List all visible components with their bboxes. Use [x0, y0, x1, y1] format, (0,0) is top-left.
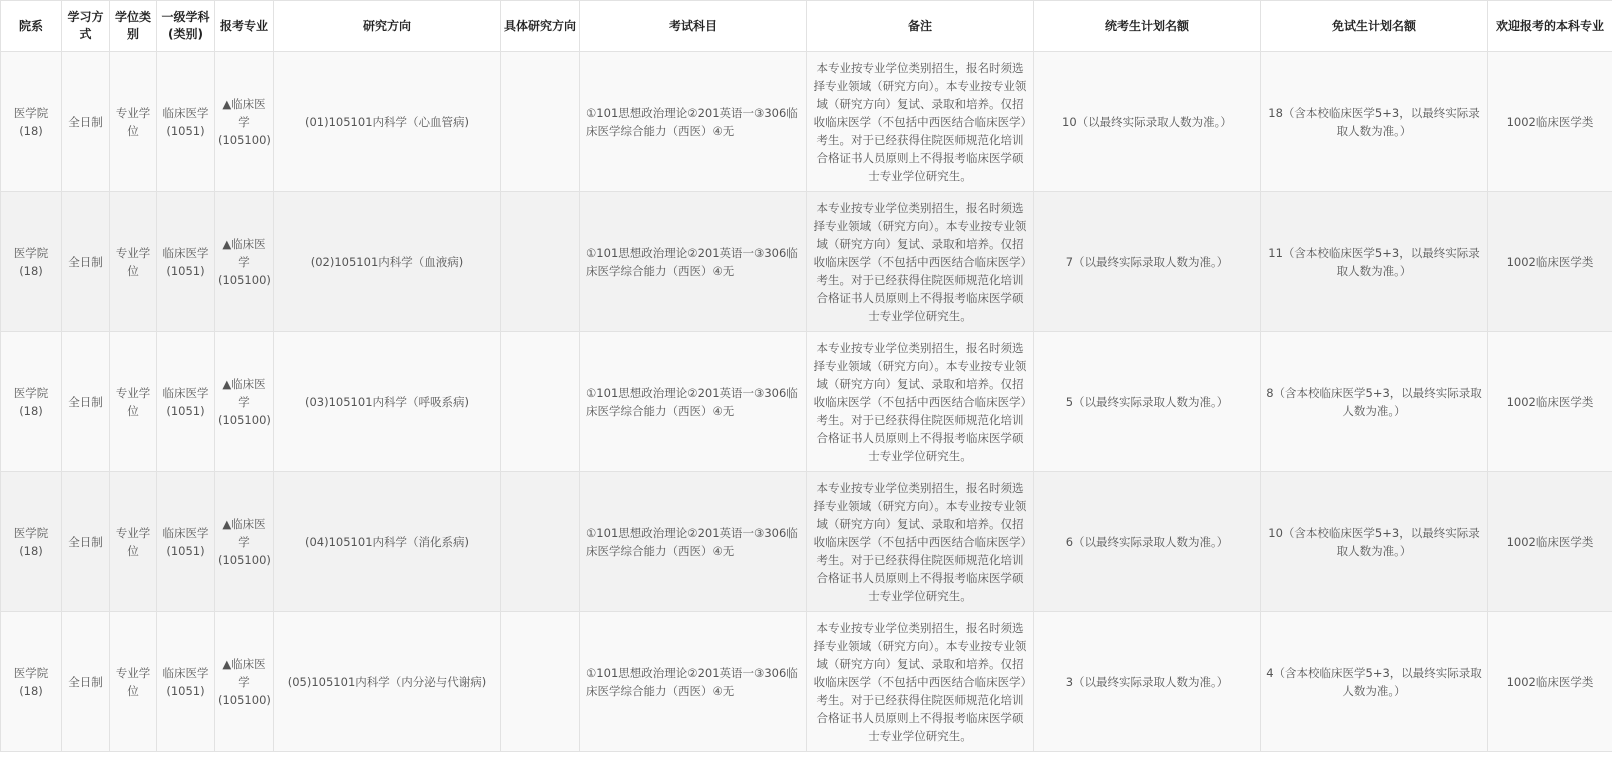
cell-major: ▲临床医学(105100) — [215, 612, 274, 752]
header-dept: 院系 — [1, 1, 62, 52]
cell-unified-quota: 3（以最终实际录取人数为准。） — [1034, 612, 1261, 752]
cell-degree-type: 专业学位 — [110, 332, 157, 472]
cell-exam-subjects: ①101思想政治理论②201英语一③306临床医学综合能力（西医）④无 — [580, 52, 807, 192]
cell-degree-type: 专业学位 — [110, 52, 157, 192]
cell-degree-type: 专业学位 — [110, 612, 157, 752]
table-row — [1, 472, 1612, 612]
cell-study-mode: 全日制 — [62, 332, 110, 472]
header-exam-subjects: 考试科目 — [580, 1, 807, 52]
cell-degree-type: 专业学位 — [110, 472, 157, 612]
header-exempt-quota: 免试生计划名额 — [1261, 1, 1488, 52]
header-first-level: 一级学科(类别) — [157, 1, 215, 52]
cell-specific-direction — [501, 52, 580, 192]
header-major: 报考专业 — [215, 1, 274, 52]
cell-welcome-major: 1002临床医学类 — [1488, 612, 1612, 752]
cell-welcome-major: 1002临床医学类 — [1488, 52, 1612, 192]
cell-exempt-quota: 18（含本校临床医学5+3，以最终实际录取人数为准。） — [1261, 52, 1488, 192]
cell-note: 本专业按专业学位类别招生，报名时须选择专业领域（研究方向）。本专业按专业领域（研究方向）复试、录取和培养。仅招收临床医学（不包括中西医结合临床医学）考生。对于已经获得住院医师规范化培训合格证书人员原则上不得报考临床医学硕士专业学位研究生。 — [807, 192, 1034, 332]
cell-first-level: 临床医学(1051) — [157, 472, 215, 612]
cell-direction: (03)105101内科学（呼吸系病) — [274, 332, 501, 472]
cell-major: ▲临床医学(105100) — [215, 192, 274, 332]
cell-exam-subjects: ①101思想政治理论②201英语一③306临床医学综合能力（西医）④无 — [580, 472, 807, 612]
cell-study-mode: 全日制 — [62, 52, 110, 192]
cell-first-level: 临床医学(1051) — [157, 52, 215, 192]
cell-major: ▲临床医学(105100) — [215, 52, 274, 192]
cell-exempt-quota: 4（含本校临床医学5+3，以最终实际录取人数为准。） — [1261, 612, 1488, 752]
cell-exempt-quota: 11（含本校临床医学5+3，以最终实际录取人数为准。） — [1261, 192, 1488, 332]
cell-major: ▲临床医学(105100) — [215, 332, 274, 472]
cell-specific-direction — [501, 472, 580, 612]
cell-unified-quota: 5（以最终实际录取人数为准。） — [1034, 332, 1261, 472]
cell-welcome-major: 1002临床医学类 — [1488, 472, 1612, 612]
header-specific-direction: 具体研究方向 — [501, 1, 580, 52]
cell-dept: 医学院(18) — [1, 612, 62, 752]
cell-note: 本专业按专业学位类别招生，报名时须选择专业领域（研究方向）。本专业按专业领域（研究方向）复试、录取和培养。仅招收临床医学（不包括中西医结合临床医学）考生。对于已经获得住院医师规范化培训合格证书人员原则上不得报考临床医学硕士专业学位研究生。 — [807, 612, 1034, 752]
cell-specific-direction — [501, 612, 580, 752]
cell-dept: 医学院(18) — [1, 192, 62, 332]
header-unified-quota: 统考生计划名额 — [1034, 1, 1261, 52]
cell-dept: 医学院(18) — [1, 472, 62, 612]
header-welcome-major: 欢迎报考的本科专业 — [1488, 1, 1612, 52]
cell-dept: 医学院(18) — [1, 52, 62, 192]
cell-exempt-quota: 8（含本校临床医学5+3，以最终实际录取人数为准。） — [1261, 332, 1488, 472]
cell-exam-subjects: ①101思想政治理论②201英语一③306临床医学综合能力（西医）④无 — [580, 192, 807, 332]
cell-first-level: 临床医学(1051) — [157, 192, 215, 332]
cell-study-mode: 全日制 — [62, 472, 110, 612]
cell-major: ▲临床医学(105100) — [215, 472, 274, 612]
cell-note: 本专业按专业学位类别招生，报名时须选择专业领域（研究方向）。本专业按专业领域（研究方向）复试、录取和培养。仅招收临床医学（不包括中西医结合临床医学）考生。对于已经获得住院医师规范化培训合格证书人员原则上不得报考临床医学硕士专业学位研究生。 — [807, 332, 1034, 472]
cell-dept: 医学院(18) — [1, 332, 62, 472]
cell-direction: (05)105101内科学（内分泌与代谢病) — [274, 612, 501, 752]
cell-unified-quota: 10（以最终实际录取人数为准。） — [1034, 52, 1261, 192]
cell-direction: (02)105101内科学（血液病) — [274, 192, 501, 332]
cell-first-level: 临床医学(1051) — [157, 612, 215, 752]
header-degree-type: 学位类别 — [110, 1, 157, 52]
cell-study-mode: 全日制 — [62, 612, 110, 752]
cell-first-level: 临床医学(1051) — [157, 332, 215, 472]
cell-study-mode: 全日制 — [62, 192, 110, 332]
cell-unified-quota: 7（以最终实际录取人数为准。） — [1034, 192, 1261, 332]
header-direction: 研究方向 — [274, 1, 501, 52]
header-row — [1, 1, 1612, 52]
header-note: 备注 — [807, 1, 1034, 52]
cell-unified-quota: 6（以最终实际录取人数为准。） — [1034, 472, 1261, 612]
table-row — [1, 332, 1612, 472]
cell-specific-direction — [501, 192, 580, 332]
cell-direction: (04)105101内科学（消化系病) — [274, 472, 501, 612]
cell-direction: (01)105101内科学（心血管病) — [274, 52, 501, 192]
cell-note: 本专业按专业学位类别招生，报名时须选择专业领域（研究方向）。本专业按专业领域（研究方向）复试、录取和培养。仅招收临床医学（不包括中西医结合临床医学）考生。对于已经获得住院医师规范化培训合格证书人员原则上不得报考临床医学硕士专业学位研究生。 — [807, 472, 1034, 612]
cell-exam-subjects: ①101思想政治理论②201英语一③306临床医学综合能力（西医）④无 — [580, 332, 807, 472]
cell-welcome-major: 1002临床医学类 — [1488, 192, 1612, 332]
cell-note: 本专业按专业学位类别招生，报名时须选择专业领域（研究方向）。本专业按专业领域（研究方向）复试、录取和培养。仅招收临床医学（不包括中西医结合临床医学）考生。对于已经获得住院医师规范化培训合格证书人员原则上不得报考临床医学硕士专业学位研究生。 — [807, 52, 1034, 192]
cell-degree-type: 专业学位 — [110, 192, 157, 332]
header-study-mode: 学习方式 — [62, 1, 110, 52]
cell-welcome-major: 1002临床医学类 — [1488, 332, 1612, 472]
table-row — [1, 612, 1612, 752]
cell-exempt-quota: 10（含本校临床医学5+3，以最终实际录取人数为准。） — [1261, 472, 1488, 612]
cell-specific-direction — [501, 332, 580, 472]
cell-exam-subjects: ①101思想政治理论②201英语一③306临床医学综合能力（西医）④无 — [580, 612, 807, 752]
table-row — [1, 52, 1612, 192]
table-row — [1, 192, 1612, 332]
